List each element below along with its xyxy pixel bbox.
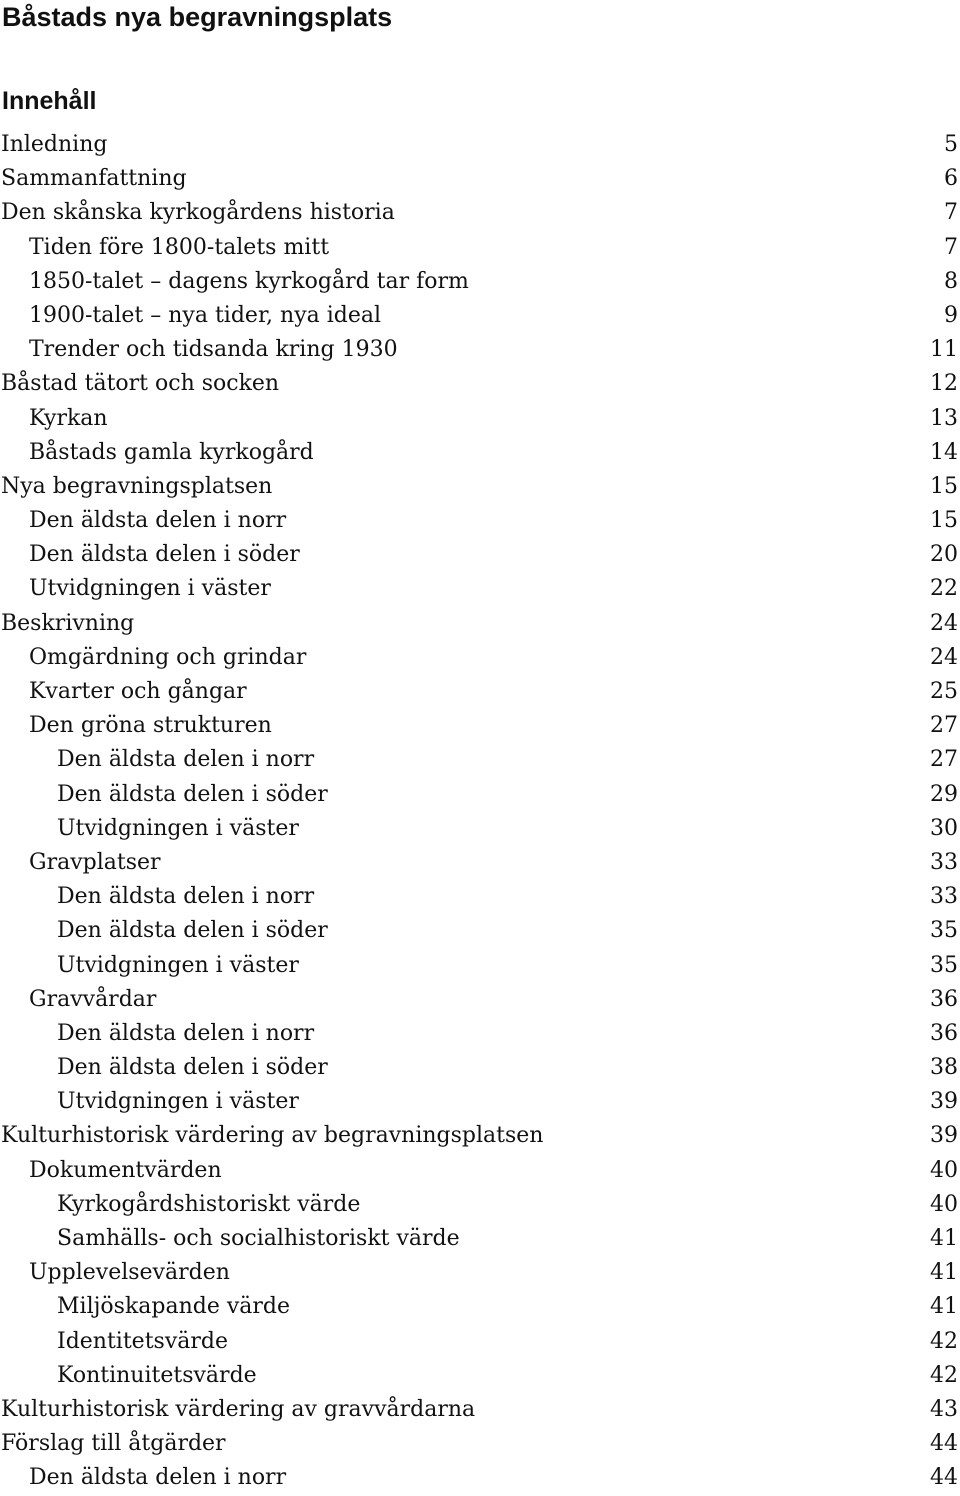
toc-entry-label: Identitetsvärde: [57, 1328, 228, 1354]
toc-entry-label: Båstads gamla kyrkogård: [29, 439, 314, 465]
toc-entry-label: Den äldsta delen i norr: [29, 1465, 287, 1491]
toc-entry-label: Kulturhistorisk värdering av gravvårdarna: [1, 1396, 476, 1422]
toc-entry-label: 1900-talet – nya tider, nya ideal: [29, 302, 382, 328]
toc-entry[interactable]: [0, 1154, 960, 1188]
toc-entry[interactable]: [0, 1188, 960, 1222]
toc-entry-page-number: 39: [930, 1123, 958, 1149]
table-of-contents: [0, 128, 960, 1496]
toc-entry[interactable]: [0, 572, 960, 606]
toc-entry-label: Kontinuitetsvärde: [57, 1362, 257, 1388]
toc-entry-page-number: 40: [930, 1157, 958, 1183]
toc-entry-label: Nya begravningsplatsen: [1, 473, 273, 499]
toc-entry-page-number: 13: [930, 405, 958, 431]
toc-entry-label: Beskrivning: [1, 610, 135, 636]
toc-entry-label: Inledning: [1, 132, 108, 157]
toc-entry[interactable]: [0, 538, 960, 572]
toc-entry-page-number: 30: [930, 815, 958, 841]
toc-entry-label: Den äldsta delen i norr: [57, 1020, 315, 1046]
toc-entry-page-number: 25: [930, 679, 958, 704]
toc-entry-page-number: 41: [930, 1294, 958, 1320]
toc-entry-page-number: 20: [930, 542, 958, 568]
toc-entry[interactable]: [0, 1290, 960, 1324]
toc-entry[interactable]: [0, 949, 960, 983]
toc-entry-page-number: 15: [930, 473, 958, 499]
toc-entry-label: Båstad tätort och socken: [1, 371, 280, 397]
toc-entry-page-number: 33: [930, 884, 958, 910]
toc-entry-label: Trender och tidsanda kring 1930: [29, 337, 398, 363]
toc-entry-label: Den äldsta delen i norr: [29, 508, 287, 534]
toc-entry[interactable]: [0, 1222, 960, 1256]
toc-entry[interactable]: [0, 128, 960, 162]
toc-entry-page-number: 43: [930, 1396, 958, 1422]
toc-entry-page-number: 9: [944, 302, 958, 328]
toc-entry[interactable]: [0, 812, 960, 846]
toc-entry-page-number: 38: [930, 1055, 958, 1081]
toc-entry-label: Utvidgningen i väster: [29, 576, 271, 602]
toc-entry-page-number: 36: [930, 1020, 958, 1046]
toc-entry[interactable]: [0, 504, 960, 538]
toc-entry-label: Upplevelsevärden: [29, 1260, 230, 1286]
toc-entry[interactable]: [0, 743, 960, 777]
toc-entry[interactable]: [0, 402, 960, 436]
toc-entry[interactable]: [0, 983, 960, 1017]
toc-entry-label: Samhälls- och socialhistoriskt värde: [57, 1226, 460, 1251]
toc-entry-page-number: 41: [930, 1226, 958, 1251]
toc-entry[interactable]: [0, 778, 960, 812]
toc-entry[interactable]: [0, 1119, 960, 1153]
toc-entry-page-number: 35: [930, 918, 958, 944]
toc-entry[interactable]: [0, 299, 960, 333]
toc-entry[interactable]: [0, 607, 960, 641]
toc-entry-page-number: 39: [930, 1089, 958, 1115]
toc-entry-label: Miljöskapande värde: [57, 1294, 291, 1320]
toc-entry-page-number: 14: [930, 439, 958, 465]
toc-entry-label: Utvidgningen i väster: [57, 952, 299, 978]
toc-entry-page-number: 7: [944, 234, 958, 260]
toc-entry-page-number: 5: [944, 132, 958, 157]
toc-entry-label: Omgärdning och grindar: [29, 644, 307, 670]
toc-entry-label: Gravplatser: [29, 849, 161, 875]
toc-entry[interactable]: [0, 1256, 960, 1290]
toc-entry[interactable]: [0, 1051, 960, 1085]
toc-entry-label: Kyrkan: [29, 405, 108, 431]
toc-entry-page-number: 6: [944, 166, 958, 192]
toc-entry-page-number: 35: [930, 952, 958, 978]
toc-entry[interactable]: [0, 709, 960, 743]
toc-entry[interactable]: [0, 196, 960, 230]
toc-entry[interactable]: [0, 1085, 960, 1119]
toc-entry-page-number: 44: [930, 1465, 958, 1491]
toc-heading: Innehåll: [2, 87, 97, 115]
toc-entry-page-number: 24: [930, 644, 958, 670]
toc-entry-label: Dokumentvärden: [29, 1157, 222, 1183]
toc-entry[interactable]: [0, 231, 960, 265]
toc-entry[interactable]: [0, 675, 960, 709]
toc-entry-page-number: 44: [930, 1431, 958, 1457]
toc-entry[interactable]: [0, 641, 960, 675]
toc-entry-label: Utvidgningen i väster: [57, 815, 299, 841]
toc-entry-label: 1850-talet – dagens kyrkogård tar form: [29, 268, 469, 294]
toc-entry-label: Den äldsta delen i söder: [29, 542, 300, 568]
toc-entry[interactable]: [0, 333, 960, 367]
toc-entry-page-number: 42: [930, 1362, 958, 1388]
toc-entry-page-number: 15: [930, 508, 958, 534]
toc-entry-label: Utvidgningen i väster: [57, 1089, 299, 1115]
toc-entry-label: Den gröna strukturen: [29, 713, 272, 739]
toc-entry-page-number: 33: [930, 849, 958, 875]
toc-entry-page-number: 41: [930, 1260, 958, 1286]
toc-entry-label: Kulturhistorisk värdering av begravningsplatsen: [1, 1123, 544, 1149]
toc-entry-page-number: 42: [930, 1328, 958, 1354]
toc-entry[interactable]: [0, 1393, 960, 1427]
toc-entry-label: Den äldsta delen i norr: [57, 884, 315, 910]
toc-entry-label: Tiden före 1800-talets mitt: [29, 234, 330, 260]
toc-entry[interactable]: [0, 1359, 960, 1393]
toc-entry-page-number: 29: [930, 781, 958, 807]
toc-entry-page-number: 12: [930, 371, 958, 397]
toc-entry-page-number: 27: [930, 713, 958, 739]
toc-entry-label: Den äldsta delen i söder: [57, 781, 328, 807]
toc-entry-page-number: 40: [930, 1191, 958, 1217]
toc-entry-label: Kyrkogårdshistoriskt värde: [57, 1191, 361, 1217]
toc-entry[interactable]: [0, 1325, 960, 1359]
toc-entry[interactable]: [0, 880, 960, 914]
toc-entry-page-number: 36: [930, 986, 958, 1012]
toc-entry[interactable]: [0, 846, 960, 880]
toc-entry-label: Den äldsta delen i norr: [57, 747, 315, 773]
toc-entry-page-number: 8: [944, 268, 958, 294]
toc-entry-label: Den äldsta delen i söder: [57, 918, 328, 944]
toc-entry-page-number: 24: [930, 610, 958, 636]
toc-entry[interactable]: [0, 1017, 960, 1051]
toc-entry[interactable]: [0, 470, 960, 504]
toc-entry-label: Sammanfattning: [1, 166, 187, 192]
toc-entry-label: Den äldsta delen i söder: [57, 1055, 328, 1081]
toc-entry-page-number: 11: [930, 337, 958, 363]
toc-entry-page-number: 22: [930, 576, 958, 602]
toc-entry[interactable]: [0, 1461, 960, 1495]
toc-entry-label: Den skånska kyrkogårdens historia: [1, 200, 395, 226]
toc-entry[interactable]: [0, 1427, 960, 1461]
toc-entry[interactable]: [0, 265, 960, 299]
toc-entry[interactable]: [0, 162, 960, 196]
toc-entry[interactable]: [0, 367, 960, 401]
toc-entry-page-number: 27: [930, 747, 958, 773]
toc-entry-page-number: 7: [944, 200, 958, 226]
toc-entry-label: Förslag till åtgärder: [1, 1431, 226, 1457]
toc-entry-label: Kvarter och gångar: [29, 679, 247, 704]
document-title: Båstads nya begravningsplats: [2, 2, 393, 32]
toc-entry[interactable]: [0, 436, 960, 470]
toc-entry[interactable]: [0, 914, 960, 948]
toc-entry-label: Gravvårdar: [29, 986, 157, 1012]
